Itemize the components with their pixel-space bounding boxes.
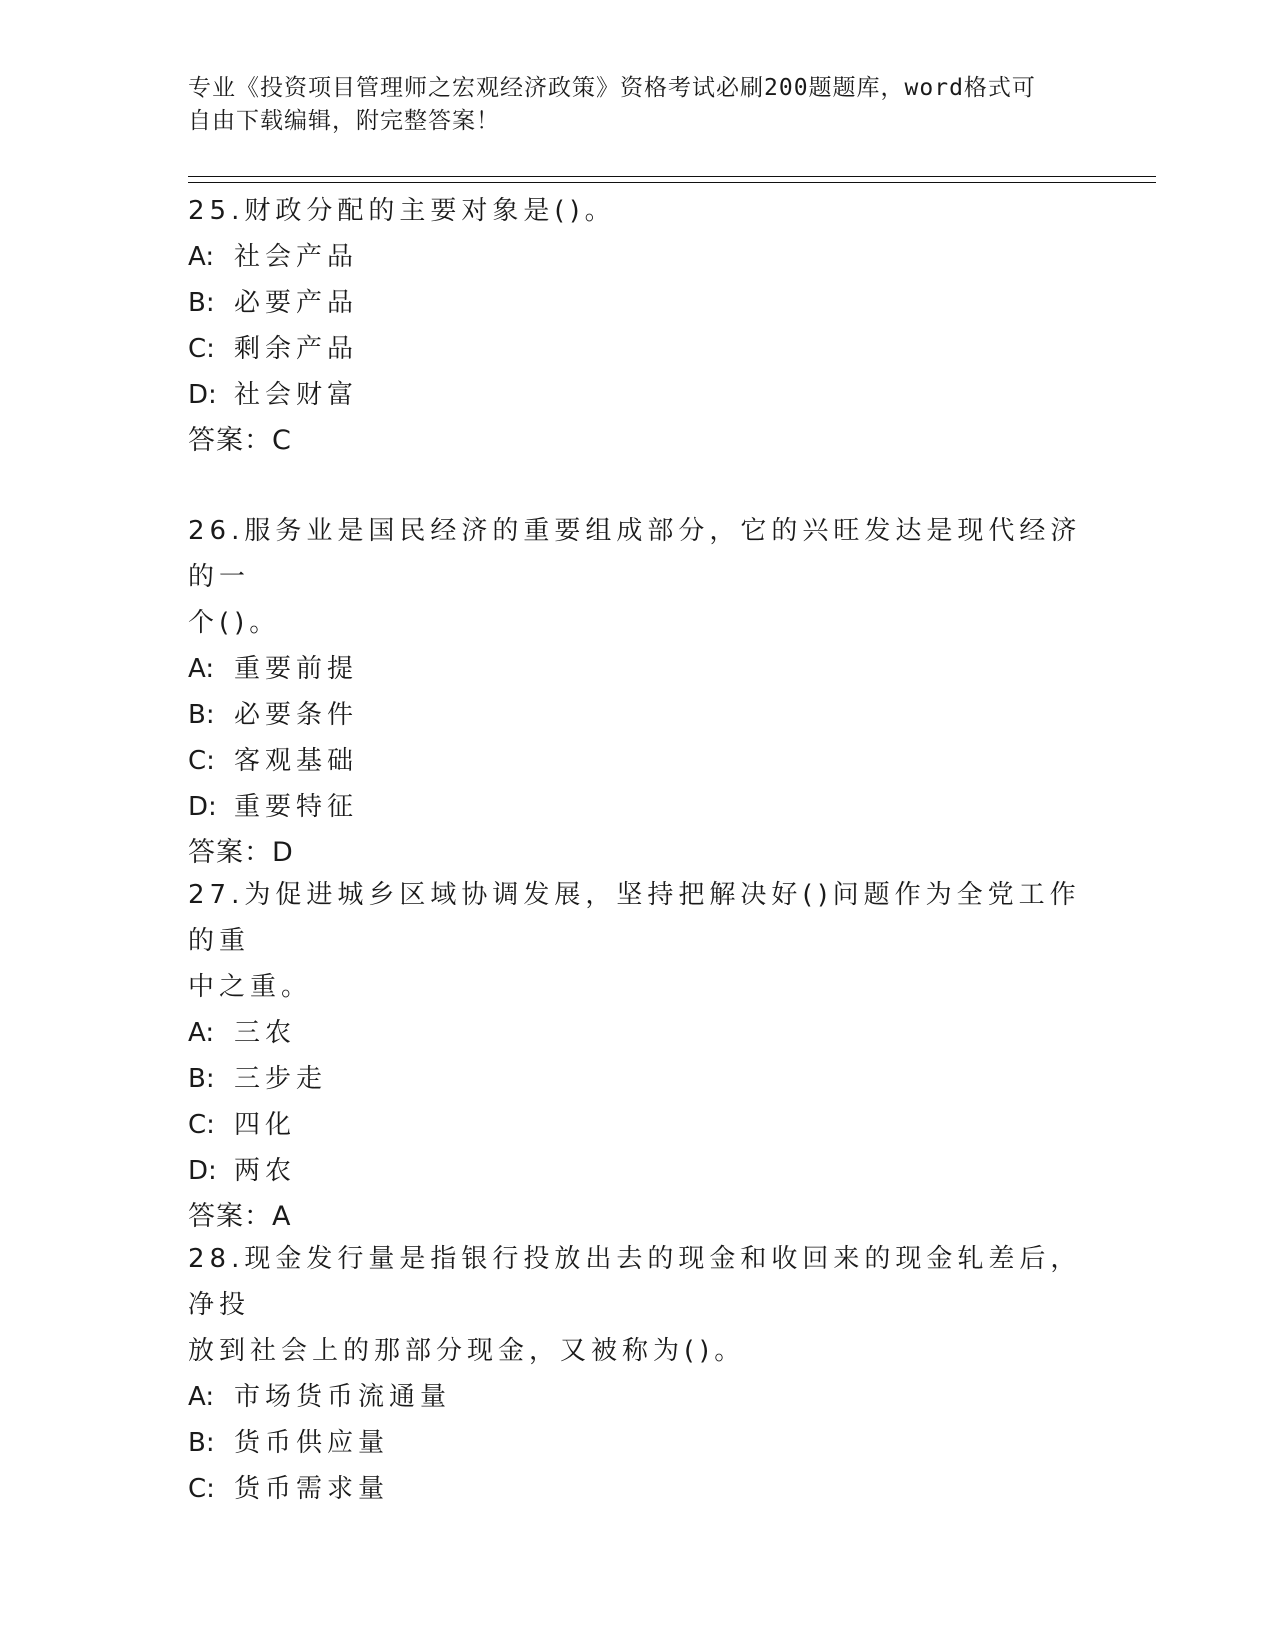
answer-line: 答案：A [188, 1201, 292, 1232]
option-d [188, 372, 1088, 418]
option-d [188, 1148, 1088, 1194]
option-a [188, 1374, 1088, 1420]
option-text: 必要产品 [234, 288, 359, 318]
document-header [188, 72, 1088, 138]
option-a [188, 646, 1088, 692]
option-letter: B: [188, 1428, 215, 1458]
header-line-2: 自由下载编辑，附完整答案！ [188, 108, 500, 134]
option-letter: B: [188, 288, 215, 318]
option-text: 社会产品 [234, 242, 359, 272]
option-b [188, 692, 1088, 738]
option-letter: C: [188, 746, 215, 776]
option-letter: A: [188, 1018, 215, 1048]
option-c [188, 1102, 1088, 1148]
option-text: 四化 [234, 1110, 297, 1140]
question-26 [188, 508, 1088, 876]
option-text: 货币供应量 [234, 1428, 390, 1458]
option-b [188, 280, 1088, 326]
option-text: 两农 [234, 1156, 297, 1186]
option-a [188, 1010, 1088, 1056]
option-b [188, 1056, 1088, 1102]
option-text: 必要条件 [234, 700, 359, 730]
question-text-continued: 中之重。 [188, 972, 313, 1002]
option-letter: C: [188, 1110, 215, 1140]
header-divider-top [188, 176, 1156, 177]
option-text: 货币需求量 [234, 1474, 390, 1504]
option-text: 重要特征 [234, 792, 359, 822]
option-letter: A: [188, 654, 215, 684]
option-text: 客观基础 [234, 746, 359, 776]
option-letter: A: [188, 1382, 215, 1412]
option-a [188, 234, 1088, 280]
header-line-1: 专业《投资项目管理师之宏观经济政策》资格考试必刷200题题库，word格式可 [188, 75, 1036, 101]
option-b [188, 1420, 1088, 1466]
option-text: 市场货币流通量 [234, 1382, 452, 1412]
option-text: 三农 [234, 1018, 297, 1048]
option-letter: C: [188, 1474, 215, 1504]
question-27 [188, 872, 1088, 1240]
option-c [188, 1466, 1088, 1512]
question-text-continued: 放到社会上的那部分现金，又被称为()。 [188, 1336, 746, 1366]
question-text: 27.为促进城乡区域协调发展，坚持把解决好()问题作为全党工作的重 [188, 880, 1081, 956]
question-text-continued: 个()。 [188, 608, 281, 638]
option-text: 三步走 [234, 1064, 328, 1094]
option-letter: A: [188, 242, 215, 272]
question-25 [188, 188, 1088, 464]
option-text: 剩余产品 [234, 334, 359, 364]
option-c [188, 326, 1088, 372]
option-c [188, 738, 1088, 784]
question-text: 26.服务业是国民经济的重要组成部分，它的兴旺发达是现代经济的一 [188, 516, 1082, 592]
option-text: 社会财富 [234, 380, 359, 410]
option-letter: C: [188, 334, 215, 364]
header-divider-bottom [188, 182, 1156, 183]
option-letter: D: [188, 792, 217, 822]
option-letter: B: [188, 1064, 215, 1094]
answer-line: 答案：D [188, 837, 294, 868]
option-text: 重要前提 [234, 654, 359, 684]
option-letter: B: [188, 700, 215, 730]
option-letter: D: [188, 380, 217, 410]
option-letter: D: [188, 1156, 217, 1186]
question-text: 25.财政分配的主要对象是()。 [188, 196, 616, 226]
answer-line: 答案：C [188, 425, 292, 456]
question-28 [188, 1236, 1088, 1512]
option-d [188, 784, 1088, 830]
question-text: 28.现金发行量是指银行投放出去的现金和收回来的现金轧差后，净投 [188, 1244, 1082, 1320]
